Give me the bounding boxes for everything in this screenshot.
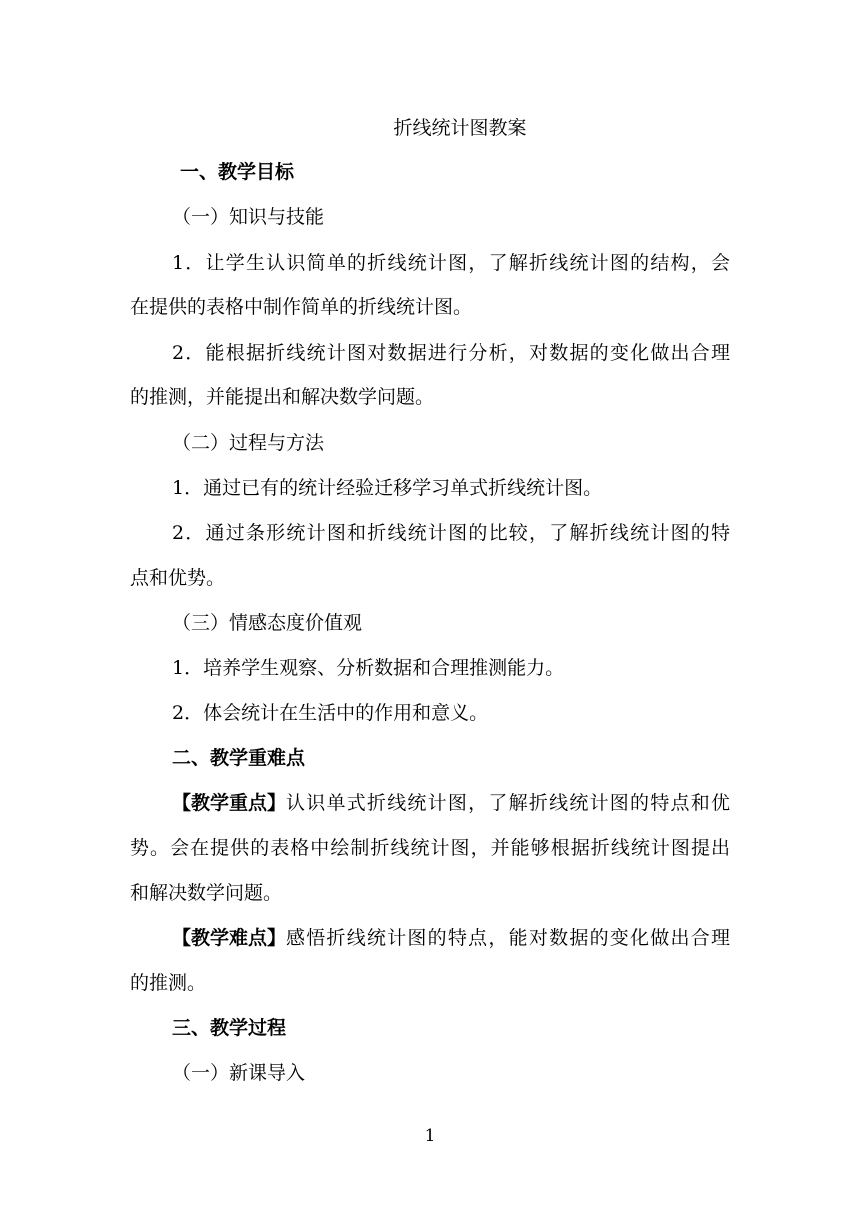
difficult-point-label: 【教学难点】 <box>172 927 287 949</box>
document-title: 折线统计图教案 <box>393 117 527 139</box>
key-point-label: 【教学重点】 <box>172 792 287 814</box>
paragraph-line: 势。会在提供的表格中绘制折线统计图，并能够根据折线统计图提出 <box>130 837 730 859</box>
paragraph-line: 2．通过条形统计图和折线统计图的比较，了解折线统计图的特 <box>172 522 730 544</box>
section-heading-teaching-process: 三、教学过程 <box>172 1017 287 1039</box>
paragraph-line: 感悟折线统计图的特点，能对数据的变化做出合理 <box>286 927 730 949</box>
paragraph-line: 2．体会统计在生活中的作用和意义。 <box>172 702 489 724</box>
paragraph-line: 1．培养学生观察、分析数据和合理推测能力。 <box>172 657 565 679</box>
subheading-process-method: （二）过程与方法 <box>172 432 325 454</box>
section-heading-objectives: 一、教学目标 <box>180 161 295 183</box>
paragraph-line: 在提供的表格中制作简单的折线统计图。 <box>130 296 473 318</box>
paragraph-line: 和解决数学问题。 <box>130 882 283 904</box>
paragraph-key-point <box>172 791 730 815</box>
paragraph-line: 2．能根据折线统计图对数据进行分析，对数据的变化做出合理 <box>172 342 730 364</box>
paragraph-line: 点和优势。 <box>130 567 226 589</box>
paragraph-line: 1．通过已有的统计经验迁移学习单式折线统计图。 <box>172 477 603 499</box>
paragraph-line: 的推测。 <box>130 972 207 994</box>
subheading-attitudes-values: （三）情感态度价值观 <box>172 612 363 634</box>
page-number: 1 <box>424 1126 436 1146</box>
paragraph-line: 1．让学生认识简单的折线统计图，了解折线统计图的结构，会 <box>172 252 730 274</box>
paragraph-line: 的推测，并能提出和解决数学问题。 <box>130 386 435 408</box>
paragraph-line: 认识单式折线统计图，了解折线统计图的特点和优 <box>286 792 730 814</box>
subheading-new-lesson-intro: （一）新课导入 <box>172 1062 306 1084</box>
paragraph-difficult-point <box>172 926 730 950</box>
subheading-knowledge-skills: （一）知识与技能 <box>172 206 325 228</box>
section-heading-key-difficult: 二、教学重难点 <box>172 747 306 769</box>
